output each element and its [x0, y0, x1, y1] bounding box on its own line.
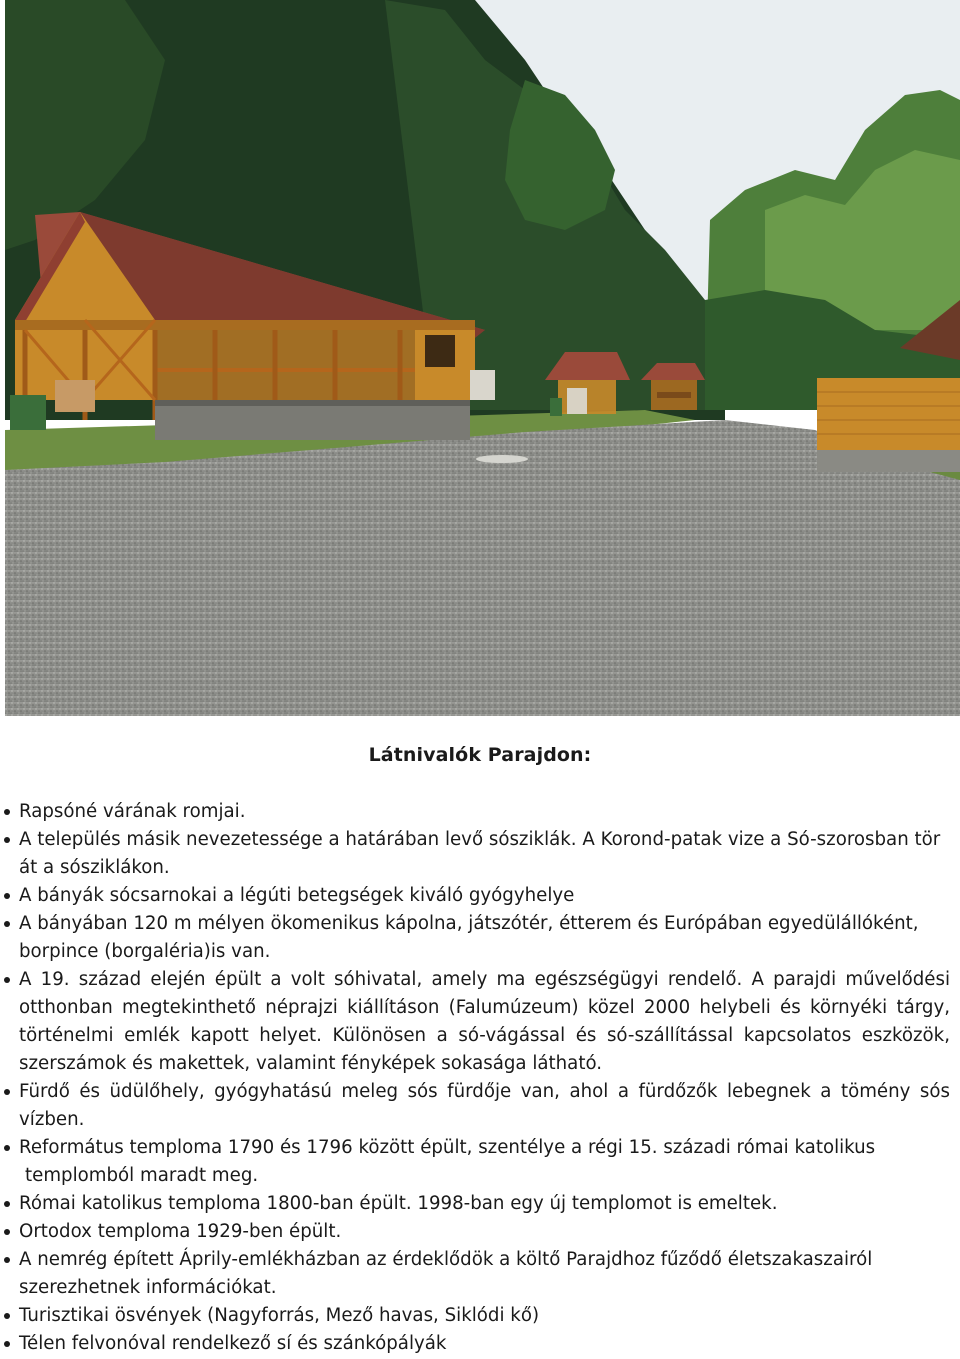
list-item-text: Református temploma 1790 és 1796 között épült, szentélye a régi 15. századi római katolikus: [19, 1137, 876, 1158]
page-title: Látnivalók Parajdon:: [368, 744, 592, 766]
landscape-photo: [5, 0, 960, 716]
list-item: [0, 1218, 950, 1246]
list-item-text: Rapsóné várának romjai.: [19, 801, 246, 822]
sights-list: [0, 798, 950, 1358]
list-item: [0, 910, 950, 966]
manhole: [476, 455, 528, 463]
list-item: [0, 1190, 950, 1218]
list-item-text: Római katolikus temploma 1800-ban épült. 1998-ban egy új templomot is emeltek.: [19, 1193, 778, 1214]
list-item: [0, 966, 950, 1078]
list-item-text: Ortodox temploma 1929-ben épült.: [19, 1221, 342, 1242]
list-item-text: A település másik nevezetessége a határában levő sósziklák. A Korond-patak vize a Só-szorosban tör át a sósziklákon.: [19, 829, 941, 878]
list-item: [0, 1302, 950, 1330]
list-item: [0, 1134, 950, 1190]
photo-drawing: [5, 0, 960, 716]
list-item: [0, 826, 950, 882]
list-item-text: Turisztikai ösvények (Nagyforrás, Mező havas, Siklódi kő): [19, 1305, 540, 1326]
list-item: [0, 1330, 950, 1358]
list-item: [0, 798, 950, 826]
list-item-text: Fürdő és üdülőhely, gyógyhatású meleg sós fürdője van, ahol a fürdőzők lebegnek a tömény sós vízben.: [19, 1081, 950, 1130]
gravel-ground: [5, 420, 960, 716]
list-item: [0, 1246, 950, 1302]
list-item-text: A 19. század elején épült a volt sóhivatal, amely ma egészségügyi rendelő. A parajdi művelődési otthonban megtekinthető néprajzi kiállításon (Falumúzeum) közel 2000 helybeli és környéki tárgy, történelmi emlék kapott helyet. Különösen a só-vágással és só-szállítással kapcsolatos eszközök, szerszámok és makettek, valamint fényképek sokasága látható.: [19, 969, 950, 1074]
list-item-text: A bányában 120 m mélyen ökomenikus kápolna, játszótér, étterem és Európában egyedülállóként, borpince (borgaléria)is van.: [19, 913, 919, 962]
list-item-text: A bányák sócsarnokai a légúti betegségek kiváló gyógyhelye: [19, 885, 575, 906]
list-item-text: Télen felvonóval rendelkező sí és szánkópályák: [19, 1333, 447, 1354]
list-item-text: A nemrég épített Áprily-emlékházban az érdeklődök a költő Parajdhoz fűződő életszakaszairól szerezhetnek információkat.: [19, 1249, 873, 1298]
list-item: [0, 882, 950, 910]
list-item-text-continued: templomból maradt meg.: [25, 1165, 259, 1186]
list-item: [0, 1078, 950, 1134]
